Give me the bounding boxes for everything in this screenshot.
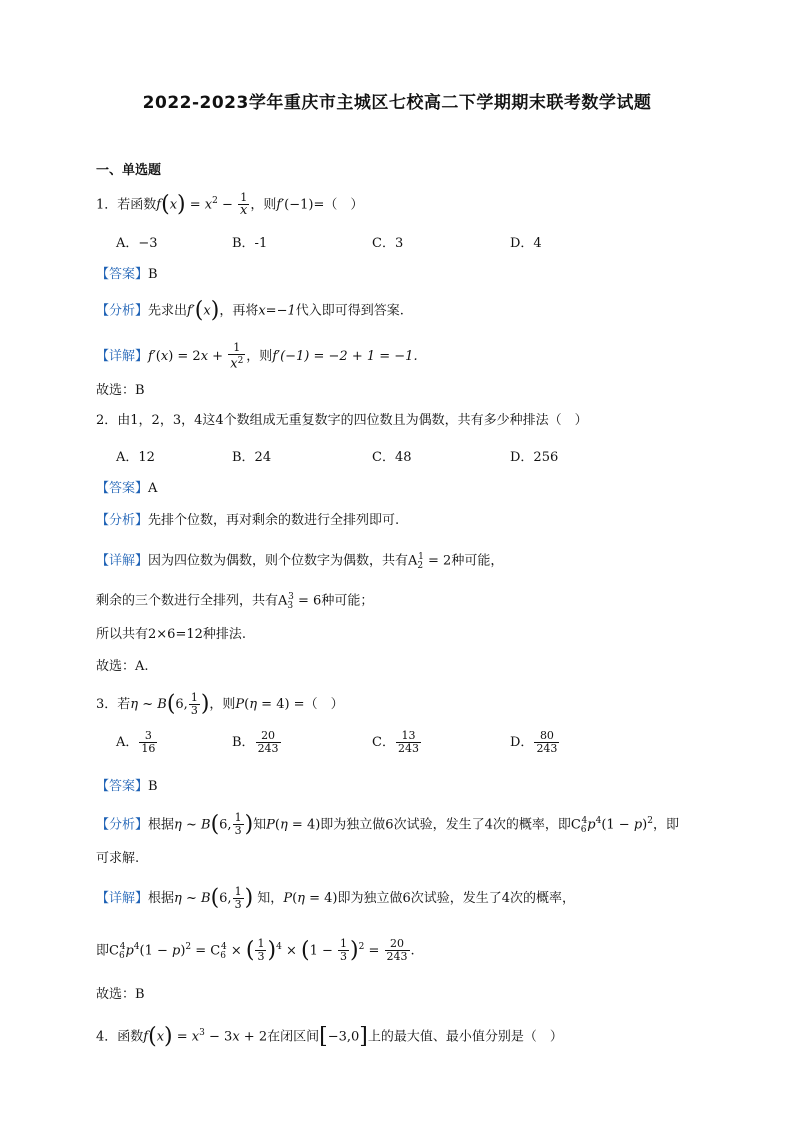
q2-analysis: 【分析】先排个位数，再对剩余的数进行全排列即可. [96,513,400,528]
q2-detail-2: 剩余的三个数进行全排列，共有$A_3^3 = 6$种可能； [96,592,374,611]
q3-option-a: A． $\frac{3}{16}$ [116,729,156,755]
q2-option-c: C．48 [372,450,412,465]
q2-option-b: B．24 [232,450,272,465]
q2-option-a: A．12 [116,450,155,465]
q2-answer: 【答案】A [96,481,158,496]
q3-detail-2: 即$C_6^4p^4(1 - p)^2 = C_6^4$ × ( $\frac{1}{3}$ )$^4$ × (1 − $\frac{1}{3}$ )$^2$ = $\frac{20}{243}$ . [96,937,415,964]
question-3-stem: 3．若η ~ B(6, $\frac{1}{3}$ )，则P(η = 4) =（ ） [96,691,344,717]
question-2-stem: 2．由1，2，3，4这4个数组成无重复数字的四位数且为偶数，共有多少种排法（ ） [96,413,588,428]
q1-option-a: A．−3 [116,236,158,251]
q3-option-b: B． $\frac{20}{243}$ [232,729,279,755]
q3-detail-1: 【详解】根据η ~ B(6, $\frac{1}{3}$ ) 知，P(η = 4)即为独立做6次试验，发生了4次的概率， [96,885,575,911]
q3-option-d: D． $\frac{80}{243}$ [510,729,558,755]
q2-option-d: D．256 [510,450,559,465]
q2-detail-3: 所以共有2×6=12种排法. [96,627,247,642]
q3-analysis: 【分析】根据η ~ B(6, $\frac{1}{3}$ )知P(η = 4)即为独立做6次试验，发生了4次的概率，即$C_6^4p^4(1 - p)^2$，即 [96,811,679,838]
q1-option-c: C．3 [372,236,404,251]
question-1-stem: 1．若函数$f(x) = x^2$ − $\frac{1}{x}$ ，则f′(−1)=（ ） [96,191,364,219]
q3-option-c: C． $\frac{13}{243}$ [372,729,419,755]
q1-conclusion: 故选：B [96,383,145,398]
page-title: 2022-2023学年重庆市主城区七校高二下学期期末联考数学试题 [142,93,652,113]
q3-conclusion: 故选：B [96,987,145,1002]
q1-analysis: 【分析】先求出f′(x)，再将x=−1代入即可得到答案. [96,298,404,323]
q2-detail-1: 【详解】因为四位数为偶数，则个位数字为偶数，共有$A_2^1 = 2$种可能， [96,552,504,571]
q2-conclusion: 故选：A. [96,659,149,674]
q1-answer: 【答案】B [96,267,158,282]
q1-option-b: B．-1 [232,236,268,251]
question-4-stem: 4．函数$f(x) = x^3 - 3x + 2$在闭区间[−3,0]上的最大值、最小值分别是（ ） [96,1023,563,1049]
q3-answer: 【答案】B [96,779,158,794]
q3-analysis-cont: 可求解. [96,851,140,866]
section-heading: 一、单选题 [96,163,162,178]
q1-detail: 【详解】f′(x) = 2x + $\frac{1}{x^2}$ ，则f′(−1) = −2 + 1 = −1. [96,341,418,372]
q1-option-d: D．4 [510,236,542,251]
